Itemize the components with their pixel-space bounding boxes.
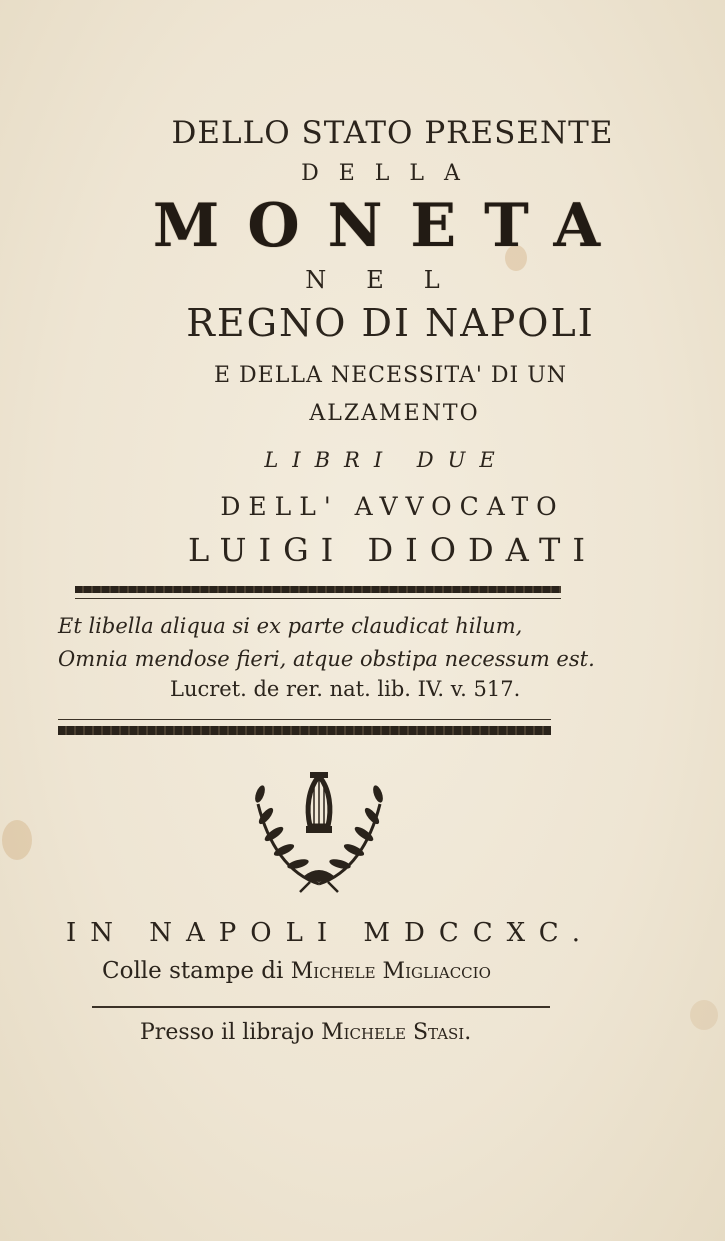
ornamental-rule (75, 586, 561, 593)
imprint-seller (140, 1022, 471, 1044)
title-line-8: LIBRI DUE (264, 448, 509, 472)
thin-rule (58, 719, 551, 720)
title-line-6: E DELLA NECESSITA' DI UN (213, 363, 567, 388)
lyre-wreath-ornament-icon (248, 764, 390, 894)
printer-name: Michele Migliaccio (290, 959, 491, 984)
title-line-5: REGNO DI NAPOLI (186, 301, 595, 345)
ornamental-rule (58, 726, 551, 735)
thin-rule (92, 1006, 550, 1008)
seller-name: Michele Stasi. (321, 1020, 472, 1045)
epigraph-citation: Lucret. de rer. nat. lib. IV. v. 517. (170, 677, 521, 701)
paper-stain (690, 1000, 718, 1030)
title-main-word: MONETA (152, 191, 629, 261)
epigraph-line-2: Omnia mendose fieri, atque obstipa necessum est. (58, 647, 595, 671)
thin-rule (75, 598, 561, 599)
imprint-printer (102, 960, 491, 983)
title-line-1: DELLO STATO PRESENTE (171, 115, 614, 151)
paper-stain (2, 820, 32, 860)
title-line-7: ALZAMENTO (309, 401, 480, 426)
imprint-place-date: IN NAPOLI MDCCXC. (66, 918, 594, 948)
printer-prefix: Colle stampe di (102, 958, 284, 984)
epigraph-line-1: Et libella aliqua si ex parte claudicat hilum, (58, 614, 523, 638)
title-line-2: DELLA (301, 161, 480, 186)
author-line-1: DELL' AVVOCATO (220, 492, 565, 521)
author-name: LUIGI DIODATI (187, 531, 597, 569)
title-line-4: NEL (305, 266, 480, 294)
seller-prefix: Presso il librajo (140, 1020, 315, 1045)
